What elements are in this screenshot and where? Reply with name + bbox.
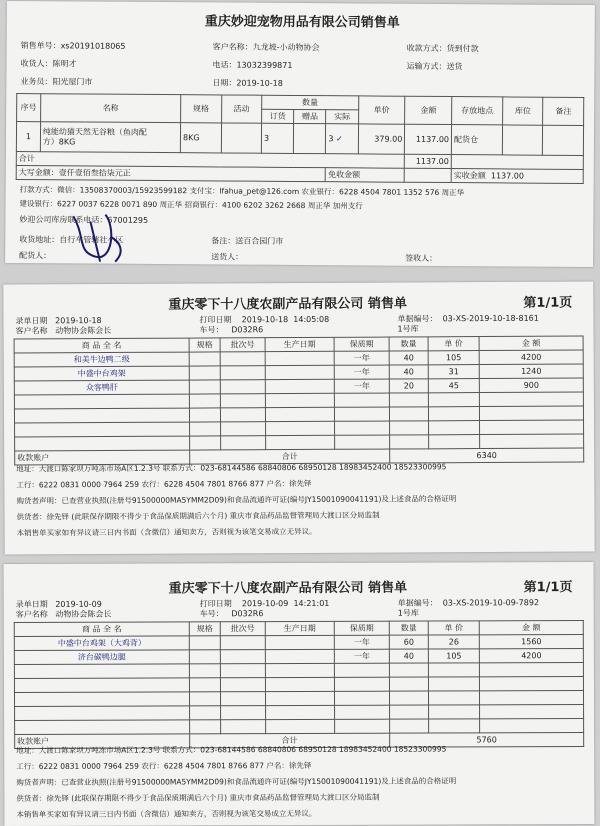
declaration-line-1: 购货者声明：已查营业执照(注册号91500000MA5YMM2D09)和食品流通许可证(编号JY15001090041191)及上述食品的合格证明 bbox=[16, 494, 457, 506]
col-price: 单 价 bbox=[428, 337, 479, 351]
row-location bbox=[502, 125, 543, 155]
table-row: 众客鸭肝 一年 20 45 900 bbox=[14, 378, 583, 395]
row-seq: 1 bbox=[16, 122, 40, 152]
receipt2-table bbox=[14, 336, 585, 466]
col-qty: 数量 bbox=[389, 337, 428, 351]
store-phone: 妙迎公司库房联系电话：67001295 bbox=[19, 215, 149, 225]
bank-line: 工行：6222 0831 0000 7964 259 农行：6228 4504 7801 8766 877 户名：徐先铎 bbox=[16, 478, 312, 490]
salesman: 业务员：阳光屋门市 bbox=[20, 77, 93, 87]
receipt3-table bbox=[14, 620, 584, 749]
declaration-line-2: 供货者：徐先铎 (此联保存期限不得少于食品保质期满后六个月) 重庆市食品药品监督管理局大渡口区分局监制 bbox=[16, 792, 380, 803]
actual-received: 实收金额 1137.00 bbox=[451, 169, 583, 184]
subtotal-value: 1137.00 bbox=[405, 154, 452, 168]
picker-label: 配货人： bbox=[19, 251, 52, 261]
bank-line: 工行：6222 0831 0000 7964 259 农行：6228 4504 7801 8766 877 户名：徐先铎 bbox=[16, 760, 312, 771]
doc-no: 单据编号： 03-XS-2019-10-09-7892 bbox=[397, 598, 540, 608]
col-name: 名称 bbox=[40, 94, 180, 123]
delivery-address: 收货地址：自行车管辖社小区 bbox=[19, 235, 124, 245]
check-mark-icon: ✓ bbox=[336, 134, 343, 144]
col-price: 单 价 bbox=[428, 621, 479, 635]
ship-method: 运输方式：送货 bbox=[406, 61, 463, 72]
row-place: 配货仓 bbox=[451, 125, 502, 155]
col-name: 商 品 全 名 bbox=[14, 622, 189, 637]
declaration-line-3: 本销售单买家如有异议请三日内书面（含微信）通知卖方，否则视为该笔交易成立无异议。 bbox=[16, 526, 317, 538]
col-shelf-life: 保质期 bbox=[334, 621, 389, 635]
col-place: 存放地点 bbox=[452, 97, 503, 125]
receipt3-page: 第1/1页 bbox=[523, 580, 573, 596]
col-seq: 序号 bbox=[17, 94, 41, 122]
row-spec: 8KG bbox=[180, 123, 221, 153]
car-no: 车号： D032R6 bbox=[199, 325, 264, 335]
col-amount: 金 额 bbox=[479, 621, 583, 635]
entry-date: 录单日期 2019-10-09 bbox=[15, 599, 102, 609]
table-row: 济台碳鸭边腿 一年 40 105 4200 bbox=[14, 649, 583, 665]
declaration-line-3: 本销售单买家如有异议请三日内书面（含微信）通知卖方，否则视为该笔交易成立无异议。 bbox=[16, 808, 317, 819]
address-line: 地址：大渡口陈家坝万吨冻市场A区1.2.3号 联系方式：023-68144586 68840806 68950128 18983452400 18523300995 bbox=[16, 744, 447, 755]
doc-no: 单据编号： 03-XS-2019-10-18-8161 bbox=[397, 313, 539, 324]
remark: 备注：送百合园门市 bbox=[211, 236, 284, 246]
col-gift: 赠品 bbox=[294, 109, 326, 123]
col-shelf-life: 保质期 bbox=[334, 337, 389, 351]
address-line: 地址：大渡口陈家坝万吨冻市场A区1.2.3号 联系方式：023-68144586 68840806 68950128 18983452400 18523300995 bbox=[16, 462, 447, 474]
col-prod-date: 生产日期 bbox=[265, 337, 334, 351]
row-note bbox=[543, 125, 584, 155]
receipt-petsupply bbox=[5, 1, 595, 267]
row-actual: 3 ✓ bbox=[326, 124, 358, 154]
col-note: 备注 bbox=[543, 97, 584, 125]
col-batch: 批次号 bbox=[220, 622, 265, 636]
col-name: 商 品 全 名 bbox=[14, 338, 189, 353]
table-row: 中盛中台鸡架 一年 40 31 1240 bbox=[14, 364, 583, 381]
row-order: 3 bbox=[261, 123, 293, 153]
total-value: 5760 bbox=[390, 733, 584, 748]
table-row: 和美牛边鸭二级 一年 40 105 4200 bbox=[14, 350, 583, 367]
order-no: 销售单号：xs20191018065 bbox=[20, 41, 126, 51]
amount-in-words: 大写金额：壹仟壹佰叁拾柒元正 bbox=[16, 166, 326, 182]
receipt-frozen-2 bbox=[4, 562, 595, 826]
amount-row bbox=[16, 166, 583, 184]
declaration-line-2: 供货者：徐先铎 (此联保存期限不得少于食品保质期满后六个月) 重庆市食品药品监督管理局大渡口区分局监制 bbox=[16, 510, 380, 522]
row-amount: 1137.00 bbox=[405, 124, 452, 154]
customer: 客户名称 动物协会陈会长 bbox=[15, 325, 112, 336]
col-amount: 金额 bbox=[405, 96, 452, 124]
col-order: 订货 bbox=[262, 109, 294, 123]
signer-label: 签收人： bbox=[405, 253, 438, 263]
customer: 客户名称 动物协会陈会长 bbox=[15, 609, 112, 619]
handwritten-signature-icon bbox=[65, 206, 135, 266]
account-label: 收款账户 bbox=[15, 450, 190, 465]
total-label: 合计 bbox=[190, 449, 390, 464]
receipt2-page: 第1/1页 bbox=[523, 295, 573, 311]
col-spec: 规格 bbox=[181, 95, 222, 123]
declaration-line-1: 购货者声明：已查营业执照(注册号91500000MA5YMM2D09)和食品流通许可证(编号JY15001090041191)及上述食品的合格证明 bbox=[16, 776, 457, 787]
col-batch: 批次号 bbox=[220, 338, 265, 352]
col-qty: 数量 bbox=[262, 95, 359, 110]
row-name: 纯能幼猫天然无谷粮（鱼肉配 方）8KG bbox=[40, 122, 180, 153]
row-activity bbox=[221, 123, 262, 153]
print-date: 打印日期 2019-10-18 14:05:08 bbox=[199, 314, 330, 325]
col-spec: 规格 bbox=[189, 622, 220, 636]
row-price: 379.00 bbox=[358, 124, 405, 154]
receipt-frozen-1 bbox=[3, 281, 594, 554]
receipt1-table bbox=[16, 93, 585, 184]
print-date: 打印日期 2019-10-09 14:21:01 bbox=[199, 598, 330, 609]
warehouse: 1号库 bbox=[397, 324, 419, 334]
warehouse: 1号库 bbox=[397, 608, 419, 618]
col-spec: 规格 bbox=[189, 338, 220, 352]
car-no: 车号： D032R6 bbox=[199, 609, 264, 619]
col-actual: 实际 bbox=[326, 110, 358, 124]
col-prod-date: 生产日期 bbox=[265, 621, 334, 635]
receiver: 收货人：陈明才 bbox=[20, 59, 77, 69]
receipt1-title: 重庆妙迎宠物用品有限公司销售单 bbox=[204, 14, 400, 31]
table-row bbox=[16, 122, 583, 156]
subtotal-label: 合计 bbox=[16, 152, 404, 169]
order-date: 日期：2019-10-18 bbox=[212, 78, 283, 88]
receipt2-title: 重庆零下十八度农副产品有限公司 销售单 bbox=[168, 296, 407, 313]
sender-label: 送货人： bbox=[211, 252, 244, 262]
row-gift bbox=[294, 123, 326, 153]
col-location: 库位 bbox=[503, 97, 544, 125]
account-label: 收款账户 bbox=[15, 734, 190, 749]
collect-method: 收款方式：货到付款 bbox=[406, 43, 479, 54]
entry-date: 录单日期 2019-10-18 bbox=[15, 316, 102, 326]
total-value: 6340 bbox=[390, 448, 584, 463]
payment-line-2: 建设银行：6227 0037 6228 0071 890 周正华 招商银行：4100 6202 3262 2668 周正华 加州支行 bbox=[19, 199, 363, 211]
receipt3-title: 重庆零下十八度农副产品有限公司 销售单 bbox=[168, 580, 408, 597]
table-row: 中盛中台鸡架（大鸡背） 一年 60 26 1560 bbox=[14, 635, 583, 651]
discount-label: 免收金额 bbox=[326, 168, 405, 183]
customer-name: 客户名称：九龙坡-小动物协会 bbox=[212, 42, 320, 53]
col-qty: 数量 bbox=[389, 621, 428, 635]
col-price: 单价 bbox=[358, 96, 405, 124]
col-activity: 活动 bbox=[221, 95, 262, 123]
payment-line-1: 打款方式：微信：13508370003/15923599182 支付宝：lfahua_pet@126.com 农业银行：6228 4504 7801 1352 576 周正华 bbox=[19, 185, 465, 198]
total-label: 合计 bbox=[190, 733, 390, 748]
phone: 电话：13032399871 bbox=[212, 60, 293, 70]
col-amount: 金 额 bbox=[479, 336, 583, 351]
